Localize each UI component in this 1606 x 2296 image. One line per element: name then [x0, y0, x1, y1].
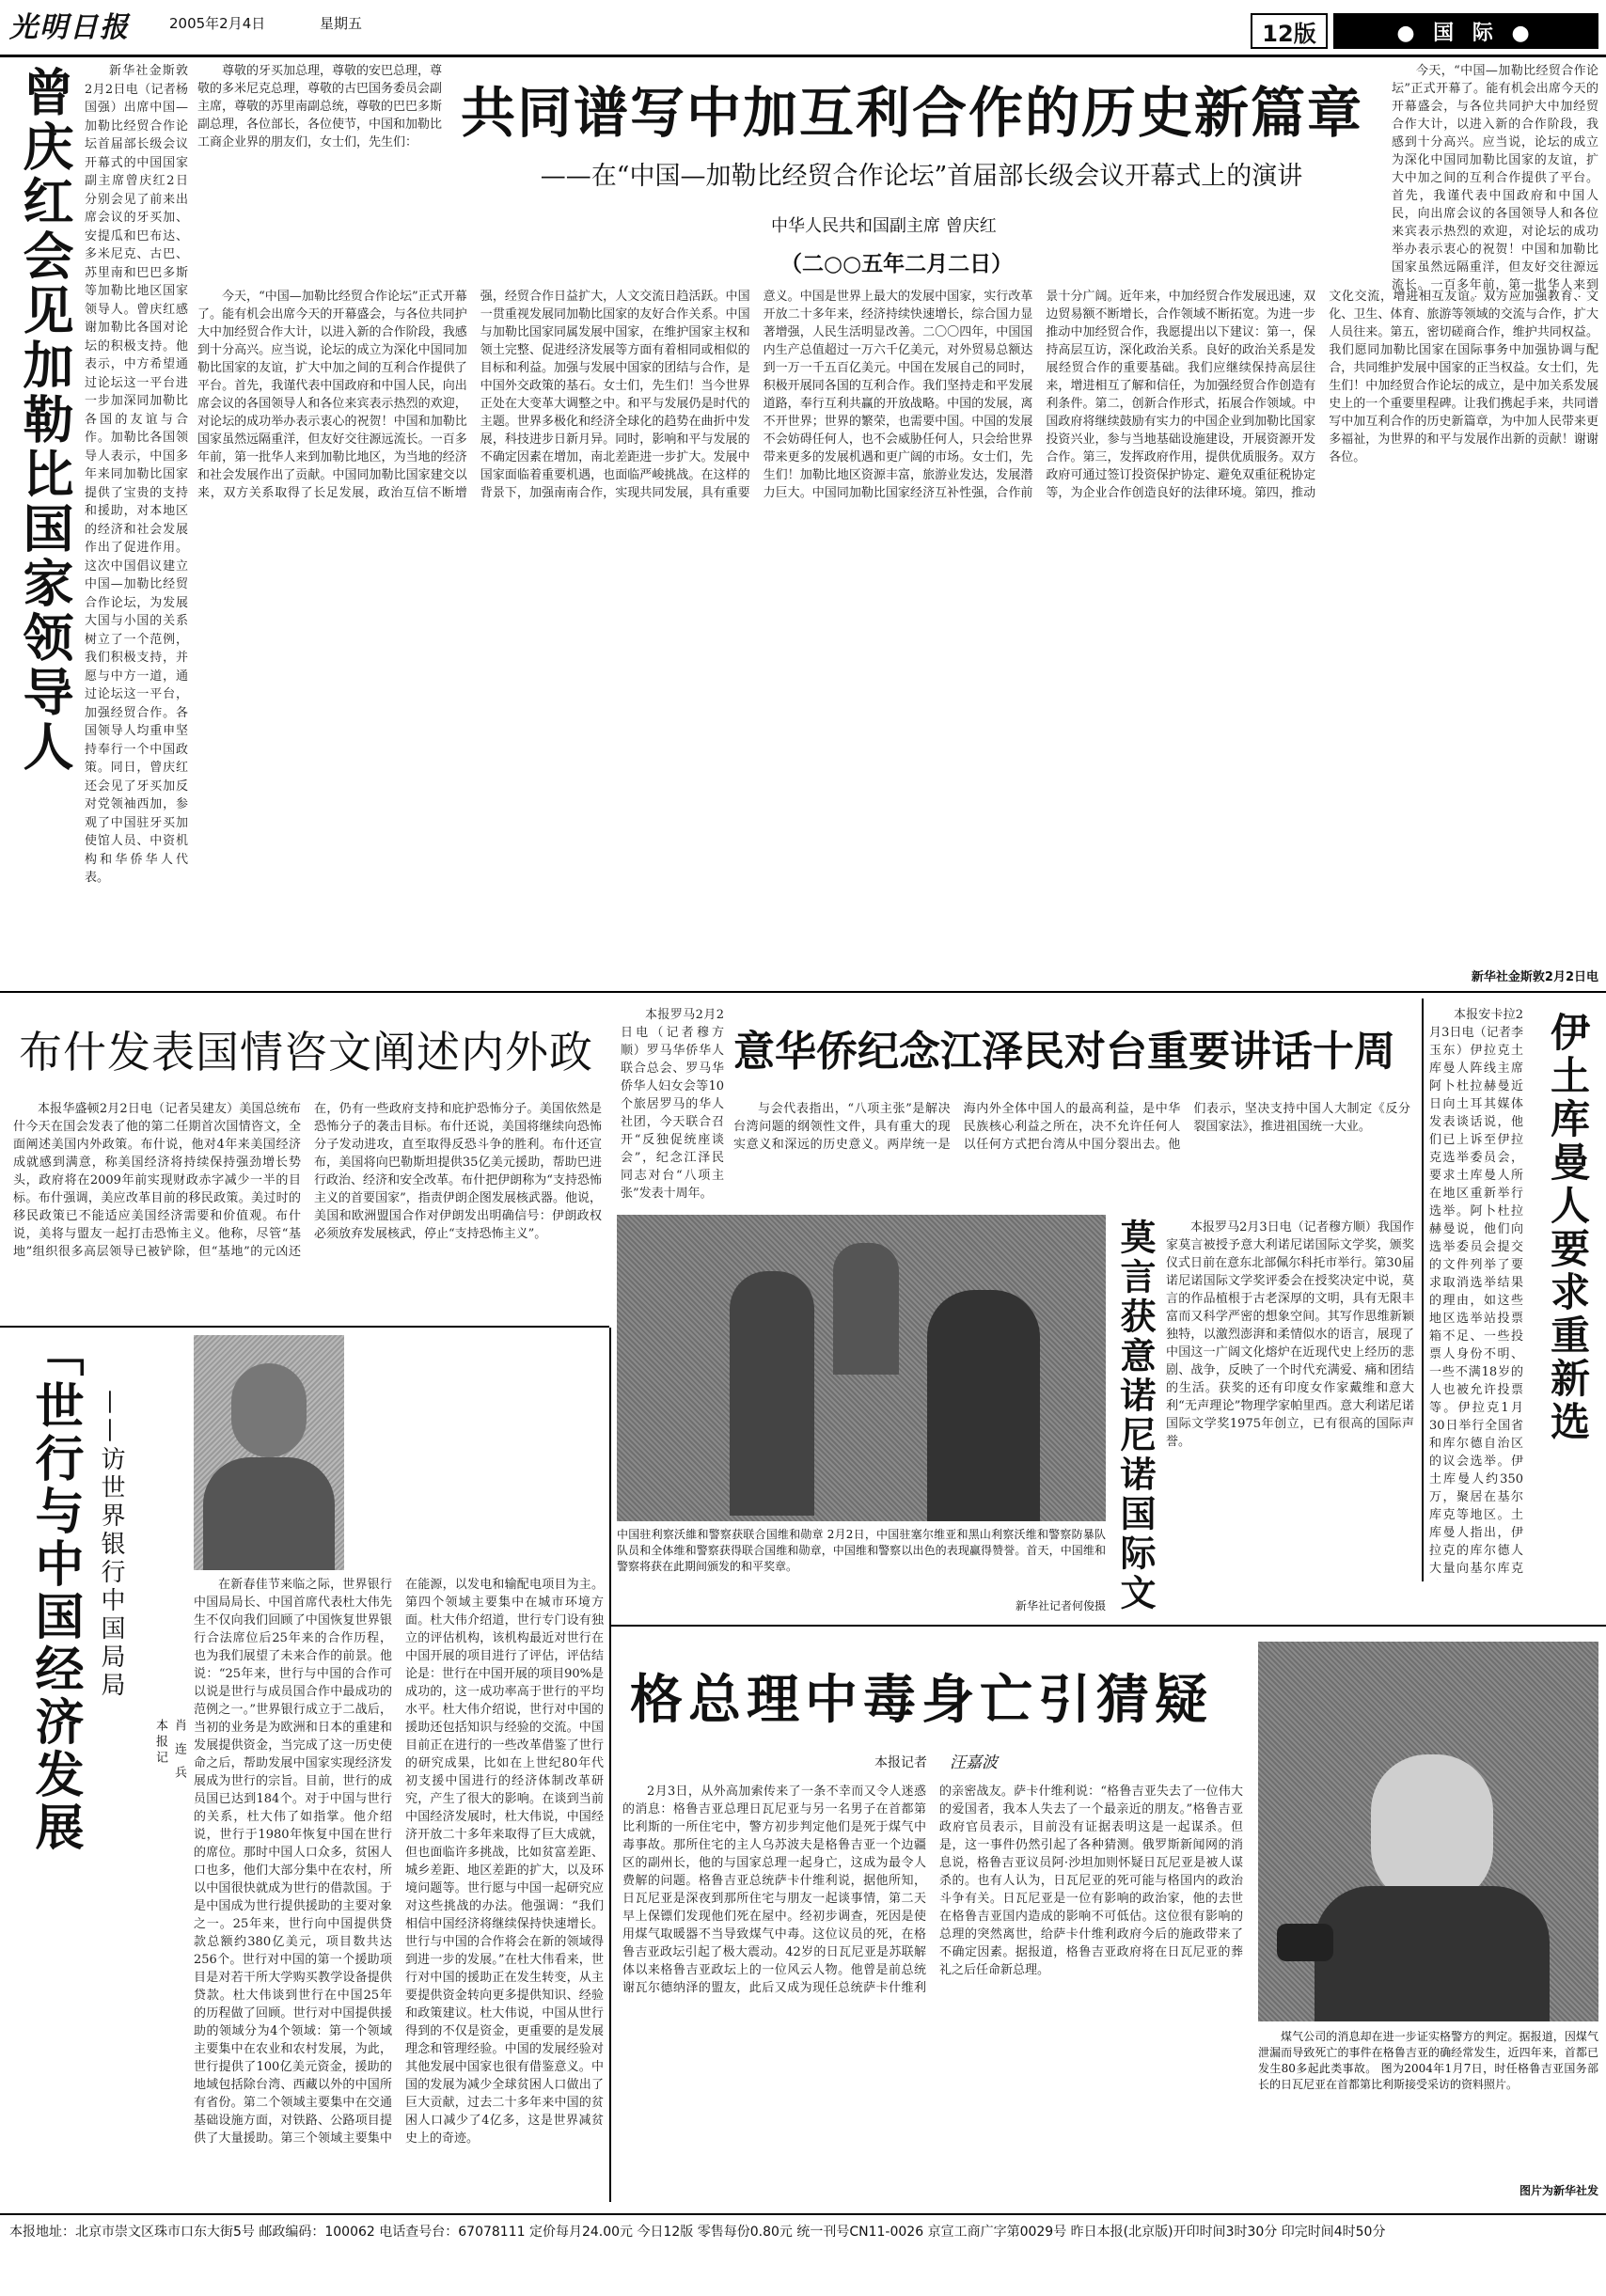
- dudawei-portrait: [194, 1335, 344, 1570]
- jiang-intro: 本报罗马2月2日电（记者穆方顺）罗马华侨华人联合总会、罗马华侨华人妇女会等10个旅居罗马的华人社团，今天联合召开“反独促统座谈会”，纪念江泽民同志对台“八项主张”发表十周年。: [621, 1008, 724, 1201]
- worldbank-article: 在新春佳节来临之际，世界银行中国局局长、中国首席代表杜大伟先生不仅向我们回顾了中国恢复世界银行合法席位后25年来的合作历程，也为我们展望了未来合作的前景。他说：“25年来，世行与中国的合作可以说是世行与成员国合作中最成功的范例之一。”世界银行成立于二战后，当初的业务是为欧洲和日本的重建和发展提供资金，当完成了这一历史使命之后，帮助发展中国家实现经济发展成为世行的宗旨。目前，世行的成员国已达到184个。对于中国与世行的关系，杜大伟了如指掌。他介绍说，世行于1980年恢复中国在世行的席位。那时中国人口众多，贫困人口也多，他们大部分集中在农村，所以中国很快就成为世行的借款国。于是中国成为世行提供援助的主要对象之一。25年来，世行向中国提供贷款总额约380亿美元，项目数共达256个。世行对中国的第一个援助项目是对若干所大学购买教学设备提供贷款。杜大伟谈到世行在中国25年的历程做了回顾。世行对中国提供援助的领域分为4个领域：第一个领域主要集中在农业和农村发展，为此，世行提供了100亿美元资金，援助的地域包括除台湾、西藏以外的中国所有省份。第二个领域主要集中在交通基础设施方面，对铁路、公路项目提供了大量援助。第三个领域主要集中在能源，以发电和输配电项目为主。第四个领域主要集中在城市环境方面。杜大伟介绍道，世行专门设有独立的评估机构，该机构最近对世行在中国开展的项目进行了评估，评估结论是：世行在中国开展的项目90%是成功的，这一成功率高于世行的平均水平。杜大伟介绍说，世行对中国的援助还包括知识与经验的交流。中国目前正在进行的一些改革借鉴了世行的研究成果，比如在上世纪80年代初支援中国进行的经济体制改革研究，产生了很大的影响。在谈到当前中国经济发展时，杜大伟说，中国经济开放二十多年来取得了巨大成就，但也面临许多挑战，比如贫富差距、城乡差距、地区差距的扩大，以及环境问题等。世行愿与中国一起研究应对这些挑战的办法。他强调：“我们相信中国经济将继续保持快速增长。世行与中国的合作将会在新的领域得到进一步的发展。”在杜大伟看来，世行对中国的援助正在发生转变，从主要提供资金转向更多提供知识、经验和政策建议。杜大伟说，中国从世行得到的不仅是资金，更重要的是发展理念和管理经验。中国的发展经验对其他发展中国家也很有借鉴意义。中国的发展为减少全球贫困人口做出了巨大贡献，过去二十多年来中国的贫困人口减少了4亿多，这是世界减贫史上的奇迹。: [194, 1578, 604, 2146]
- sidebar-headline: 曾庆红会见加勒比国家领导人: [15, 66, 74, 775]
- georgia-article: 2月3日，从外高加索传来了一条不幸而又令人迷惑的消息：格鲁吉亚总理日瓦尼亚与另一名男子在首都第比利斯的一所住宅中，警方初步判定他们是死于煤气中毒事故。那所住宅的主人乌苏波夫是格鲁吉亚一个边疆区的副州长，他的与国家总理一起身亡，这成为最令人费解的问题。格鲁吉亚总统萨卡什维利说，据他所知，日瓦尼亚是深夜到那所住宅与朋友一起谈事情，第二天早上保镖们发现他们死在屋中。经初步调查，死因是使用煤气取暖器不当导致煤气中毒。这位议员的死，在格鲁吉亚政坛引起了极大震动。42岁的日瓦尼亚是苏联解体以来格鲁吉亚政坛上的一位风云人物。他曾是前总统谢瓦尔德纳泽的盟友，此后又成为现任总统萨卡什维利的亲密战友。萨卡什维利说：“格鲁吉亚失去了一位伟大的爱国者，我本人失去了一个最亲近的朋友。”格鲁吉亚政府官员表示，目前没有证据表明这是一起谋杀。但是，这一事件仍然引起了各种猜测。俄罗斯新闻网的消息说，格鲁吉亚议员阿·沙坦加则怀疑日瓦尼亚是被人谋杀的。也有人认为，日瓦尼亚的死可能与格国内的政治斗争有关。日瓦尼亚是一位有影响的政治家，他的去世在格鲁吉亚国内造成的影响不可低估。这位很有影响的总理的突然离世，给萨卡什维利政府今后的施政带来了不确定因素。据报道，格鲁吉亚政府将在日瓦尼亚的葬礼之后任命新总理。: [622, 1785, 1243, 1995]
- moyan-article: 本报罗马2月3日电（记者穆方顺）我国作家莫言被授予意大利诺尼诺国际文学奖，颁奖仪式日前在意东北部佩尔科托市举行。第30届诺尼诺国际文学奖评委会在授奖决定中说，莫言的作品植根于古老深厚的文明，具有无限丰富而又科学严密的想象空间。其写作思维新颖独特，以激烈澎湃和柔情似水的语言，展现了中国这一广阔文化熔炉在近现代史上经历的悲剧、战争，反映了一个时代充满爱、痛和团结的生活。获奖的还有印度女作家戴维和意大利“无声理论”物理学家帕里西。意大利诺尼诺国际文学奖1975年创立，已有很高的国际声誉。: [1166, 1220, 1414, 1449]
- georgia-headline: 格总理中毒身亡引猜疑: [630, 1670, 1213, 1731]
- newspaper-logo: 光明日报: [9, 11, 130, 44]
- peacekeeper-caption: 中国驻利察沃維和警察获联合国维和勋章 2月2日，中国驻塞尔维亚和黑山利察沃维和警察防暴队队员和全体维和警察获得联合国维和勋章，中国维和警察以出色的表现赢得赞誉。首天，中国维和警察将获在此期间颁发的和平奖章。: [617, 1528, 1106, 1573]
- worldbank-byline-label: 本报记: [153, 1719, 167, 1767]
- bush-headline: 布什发表国情咨文阐述内外政: [19, 1027, 593, 1077]
- page-number: 12版: [1262, 20, 1316, 47]
- page-number-badge: [1251, 13, 1328, 49]
- bush-bottom-rule: [0, 1326, 609, 1328]
- jiang-article: 与会代表指出，“八项主张”是解决台湾问题的纲领性文件，具有重大的现实意义和深远的历史意义。两岸统一是海内外全体中国人的最高利益，是中华民族核心利益之所在，决不允许任何人以任何方式把台湾从中国分裂出去。他们表示，坚决支持中国人大制定《反分裂国家法》，推进祖国统一大业。: [733, 1102, 1410, 1152]
- sidebar-article: 新华社金斯敦2月2日电（记者杨国强）出席中国—加勒比经贸合作论坛首届部长级会议开幕式的中国国家副主席曾庆红2日分别会见了前来出席会议的牙买加、安提瓜和巴布达、多米尼克、古巴、苏里南和巴巴多斯等加勒比地区国家领导人。曾庆红感谢加勒比各国对论坛的积极支持。他表示，中方希望通过论坛这一平台进一步加深同加勒比各国的友谊与合作。加勒比各国领导人表示，中国多年来同加勒比国家提供了宝贵的支持和援助，对本地区的经济和社会发展作出了促进作用。这次中国倡议建立中国—加勒比经贸合作论坛，为发展大国与小国的关系树立了一个范例，我们积极支持，并愿与中方一道，通过论坛这一平台，加强经贸合作。各国领导人均重申坚持奉行一个中国政策。同日，曾庆红还会见了牙买加反对党领袖西加，参观了中国驻牙买加使馆人员、中资机构和华侨华人代表。: [85, 64, 188, 885]
- zhvania-photo-credit: 图片为新华社发: [1519, 2184, 1598, 2197]
- lead-headline: 共同谱写中加互利合作的历史新篇章: [460, 81, 1363, 145]
- footer-info: 本报地址：北京市崇文区珠市口东大街5号 邮政编码：100062 电话查号台：67078111 定价每月24.00元 今日12版 零售每份0.80元 统一刊号CN11-0026 京宣工商广字第0029号 昨日本报(北京版)开印时间3时30分 印完时间4时50分: [9, 2225, 1386, 2240]
- turkey-headline: 伊土库曼人要求重新选: [1545, 1012, 1591, 1444]
- turkey-left-rule: [1422, 999, 1424, 1581]
- georgia-top-rule: [611, 1625, 1606, 1627]
- section-name: ● 国 际 ●: [1396, 21, 1535, 45]
- issue-date: 2005年2月4日: [169, 15, 266, 32]
- lead-right-top: 今天，“中国—加勒比经贸合作论坛”正式开幕了。能有机会出席今天的开幕盛会，与各位共同护大中加经贸合作大计，以进入新的合作阶段，我感到十分高兴。应当说，论坛的成立为深化中国同加勒比国家的友谊，扩大中加之间的互利合作提供了平台。首先，我谨代表中国政府和中国人民，向出席会议的各国领导人和各位来宾表示热烈的欢迎，对论坛的成功举办表示衷心的祝贺！中国和加勒比国家虽然远隔重洋，但友好交往源远流长。一百多年前，第一批华人来到: [1392, 64, 1598, 292]
- worldbank-subheadline: ——访世界银行中国局局: [97, 1390, 125, 1700]
- lead-credit: 新华社金斯敦2月2日电: [1471, 970, 1598, 984]
- moyan-headline: 莫言获意诺尼诺国际文: [1114, 1219, 1156, 1613]
- lead-dateline: （二○○五年二月二日）: [780, 251, 1014, 276]
- peacekeeper-photo: [617, 1215, 1106, 1521]
- peacekeeper-photo-credit: 新华社记者何俊摄: [1015, 1599, 1106, 1612]
- georgia-byline-name: 汪嘉波: [950, 1753, 998, 1772]
- worldbank-byline-name: 肖 连 兵: [172, 1719, 186, 1783]
- worldbank-right-rule: [609, 1328, 611, 2202]
- turkey-article: 本报安卡拉2月3日电（记者李玉东）伊拉克土库曼人阵线主席阿卜杜拉赫曼近日向土耳其媒体发表谈话说，他们已上诉至伊拉克选举委员会，要求土库曼人所在地区重新举行选举。阿卜杜拉赫曼说，他们向选举委员会提交的文件列举了要求取消选举结果的理由，如这些地区选举站投票箱不足、一些投票人身份不明、一些不满18岁的人也被允许投票等。伊拉克1月30日举行全国省和库尔德自治区的议会选举。伊土库曼人约350万，聚居在基尔库克等地区。土库曼人指出，伊拉克的库尔德人大量向基尔库克: [1429, 1008, 1523, 1576]
- masthead-rule: [0, 55, 1606, 57]
- speech-intro: 尊敬的牙买加总理，尊敬的安巴总理，尊敬的多米尼克总理，尊敬的古巴国务委员会副主席，尊敬的苏里南副总统，尊敬的巴巴多斯副总理，各位部长，各位使节，中国和加勒比工商企业界的朋友们，女士们，先生们：: [197, 64, 442, 149]
- worldbank-headline: 「世行与中国经济发展: [26, 1328, 84, 1854]
- georgia-byline-label: 本报记者: [874, 1755, 927, 1770]
- lead-bottom-rule: [0, 991, 1606, 993]
- zhvania-caption: 煤气公司的消息却在进一步证实格警方的判定。据报道，因煤气泄漏而导致死亡的事件在格鲁吉亚的确经常发生，近四年来，首都已发生80多起此类事故。 图为2004年1月7日，时任格鲁吉亚国务部长的日瓦尼亚在首都第比利斯接受采访的资料照片。: [1258, 2030, 1598, 2091]
- zhvania-photo: [1258, 1642, 1598, 2021]
- masthead: [0, 0, 1606, 53]
- bush-article: 本报华盛顿2月2日电（记者吴建友）美国总统布什今天在国会发表了他的第二任期首次国情咨文，全面阐述美国内外政策。布什说，他对4年来美国经济成就感到满意，称美国经济将持续保持强劲增长势头，政府将在2009年前实现财政赤字减少一半的目标。布什强调，美应改革目前的移民政策。美过时的移民政策已不能适应美国经济需要和价值观。布什说，美将与盟友一起打击恐怖主义。他称，尽管“基地”组织很多高层领导已被铲除，但“基地”的元凶还在，仍有一些政府支持和庇护恐怖分子。美国依然是恐怖分子的袭击目标。布什还说，美国将继续向恐怖分子发动进攻，直至取得反恐斗争的胜利。布什还宣布，美国将向巴勒斯坦提供35亿美元援助，帮助巴进行政治、经济和安全改革。布什把伊朗称为“支持恐怖主义的首要国家”，指责伊朗企图发展核武器。他说，美国和欧洲盟国合作对伊朗发出明确信号：伊朗政权必须放弃发展核武，停止“支持恐怖主义”。: [13, 1102, 602, 1259]
- footer-rule: [0, 2213, 1606, 2215]
- issue-weekday: 星期五: [320, 15, 363, 32]
- jiang-headline: 意华侨纪念江泽民对台重要讲话十周: [733, 1028, 1395, 1076]
- lead-subheadline: ——在“中国—加勒比经贸合作论坛”首届部长级会议开幕式上的演讲: [540, 162, 1303, 191]
- lead-byline: 中华人民共和国副主席 曾庆红: [771, 216, 997, 236]
- section-banner: [1333, 13, 1598, 49]
- speech-body: 今天，“中国—加勒比经贸合作论坛”正式开幕了。能有机会出席今天的开幕盛会，与各位共同护大中加经贸合作大计，以进入新的合作阶段，我感到十分高兴。应当说，论坛的成立为深化中国同加勒比国家的友谊，扩大中加之间的互利合作提供了平台。首先，我谨代表中国政府和中国人民，向出席会议的各国领导人和各位来宾表示热烈的欢迎，对论坛的成功举办表示衷心的祝贺！中国和加勒比国家虽然远隔重洋，但友好交往源远流长。一百多年前，第一批华人来到加勒比地区，为当地的经济和社会发展作出了贡献。中国同加勒比国家建交以来，双方关系取得了长足发展，政治互信不断增强，经贸合作日益扩大，人文交流日趋活跃。中国一贯重视发展同加勒比国家的友好合作关系。中国与加勒比国家同属发展中国家，在维护国家主权和领土完整、促进经济发展等方面有着相同或相似的目标和利益。加强与发展中国家的团结与合作，是中国外交政策的基石。女士们，先生们！当今世界正处在大变革大调整之中。和平与发展仍是时代的主题。世界多极化和经济全球化的趋势在曲折中发展，科技进步日新月异。同时，影响和平与发展的不确定因素在增加，南北差距进一步扩大。发展中国家面临着重要机遇，也面临严峻挑战。在这样的背景下，加强南南合作，实现共同发展，具有重要意义。中国是世界上最大的发展中国家，实行改革开放二十多年来，经济持续快速增长，综合国力显著增强，人民生活明显改善。二〇〇四年，中国国内生产总值超过一万六千亿美元，对外贸易总额达到一万一千五百亿美元。中国在发展自己的同时，积极开展同各国的互利合作。我们坚持走和平发展道路，奉行互利共赢的开放战略。中国的发展，离不开世界；世界的繁荣，也需要中国。中国的发展不会妨碍任何人，也不会威胁任何人，只会给世界带来更多的发展机遇和更广阔的市场。女士们，先生们！加勒比地区资源丰富，旅游业发达，发展潜力巨大。中国同加勒比国家经济互补性强，合作前景十分广阔。近年来，中加经贸合作发展迅速，双边贸易额不断增长，合作领域不断拓宽。为进一步推动中加经贸合作，我愿提出以下建议：第一，保持高层互访，深化政治关系。良好的政治关系是发展经贸合作的重要基础。我们应继续保持高层往来，增进相互了解和信任，为加强经贸合作创造有利条件。第二，创新合作形式，拓展合作领域。中国政府将继续鼓励有实力的中国企业到加勒比国家投资兴业，参与当地基础设施建设，开展资源开发合作。第三，发挥政府作用，提供优质服务。双方政府可通过签订投资保护协定、避免双重征税协定等，为企业合作创造良好的法律环境。第四，推动文化交流，增进相互友谊。双方应加强教育、文化、卫生、体育、旅游等领域的交流与合作，扩大人员往来。第五，密切磋商合作，维护共同权益。我们愿同加勒比国家在国际事务中加强协调与配合，共同维护发展中国家的正当权益。女士们，先生们！中加经贸合作论坛的成立，是中加关系发展史上的一个重要里程碑。让我们携起手来，共同谱写中加互利合作的历史新篇章，为中加人民带来更多福祉，为世界的和平与发展作出新的贡献！谢谢各位。: [197, 290, 1598, 500]
